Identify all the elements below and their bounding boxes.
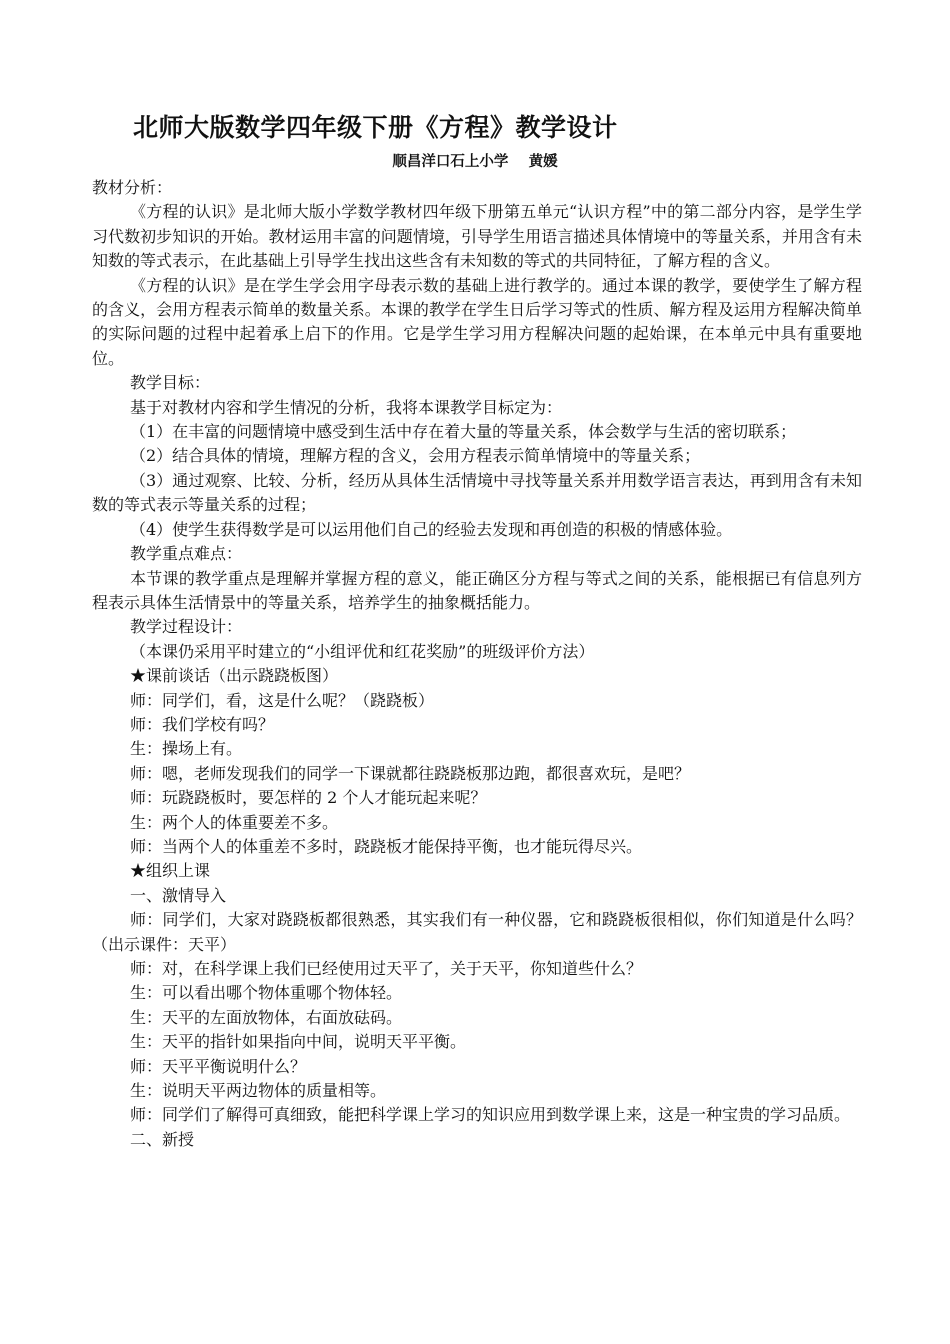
paragraph: 生：天平的指针如果指向中间，说明天平平衡。 — [130, 1032, 467, 1052]
document-title: 北师大版数学四年级下册《方程》教学设计 — [133, 113, 618, 142]
paragraph: （1）在丰富的问题情境中感受到生活中存在着大量的等量关系，体会数学与生活的密切联系； — [130, 422, 797, 442]
author-line: 顺昌洋口石上小学 黄媛 — [392, 154, 558, 170]
paragraph: 教学过程设计： — [130, 617, 243, 637]
paragraph: 《方程的认识》是在学生学会用字母表示数的基础上进行教学的。通过本课的教学，要使学生了解方程的含义，会用方程表示简单的数量关系。本课的教学在学生日后学习等式的性质、解方程及运用方程解决简单的实际问题的过程中起着承上启下的作用。它是学生学习用方程解决问题的起始课，在本单元中具有重要地位。 — [92, 275, 862, 368]
paragraph: 师：当两个人的体重差不多时，跷跷板才能保持平衡，也才能玩得尽兴。 — [130, 836, 643, 856]
paragraph: 一、激情导入 — [130, 885, 227, 905]
paragraph: 教学目标： — [130, 373, 211, 393]
paragraph: 师：我们学校有吗？ — [130, 714, 275, 734]
paragraph: 基于对教材内容和学生情况的分析，我将本课教学目标定为： — [130, 397, 563, 417]
paragraph: 师：玩跷跷板时，要怎样的 2 个人才能玩起来呢？ — [130, 788, 487, 808]
paragraph: 师：嗯，老师发现我们的同学一下课就都往跷跷板那边跑，都很喜欢玩，是吧？ — [130, 763, 691, 783]
paragraph: 二、新授 — [130, 1129, 195, 1149]
paragraph: 师：对，在科学课上我们已经使用过天平了，关于天平，你知道些什么？ — [130, 959, 643, 978]
document-body — [92, 176, 862, 1152]
paragraph: 本节课的教学重点是理解并掌握方程的意义，能正确区分方程与等式之间的关系，能根据已有信息列方程表示具体生活情景中的等量关系，培养学生的抽象概括能力。 — [92, 568, 862, 612]
paragraph: 生：操场上有。 — [130, 739, 243, 759]
paragraph: 生：天平的左面放物体，右面放砝码。 — [130, 1007, 403, 1027]
paragraph: 师：同学们，看，这是什么呢？（跷跷板） — [130, 690, 435, 710]
paragraph: （4）使学生获得数学是可以运用他们自己的经验去发现和再创造的积极的情感体验。 — [130, 519, 733, 539]
paragraph: 生：说明天平两边物体的质量相等。 — [130, 1081, 387, 1101]
paragraph: 师：天平平衡说明什么？ — [130, 1056, 307, 1076]
paragraph: 师：同学们，大家对跷跷板都很熟悉，其实我们有一种仪器，它和跷跷板很相似，你们知道是什么吗？（出示课件：天平） — [92, 910, 862, 954]
paragraph: 生：可以看出哪个物体重哪个物体轻。 — [130, 983, 403, 1003]
paragraph: 《方程的认识》是北师大版小学数学教材四年级下册第五单元“认识方程”中的第二部分内容，是学生学习代数初步知识的开始。教材运用丰富的问题情境，引导学生用语言描述具体情境中的等量关系，并用含有未知数的等式表示，在此基础上引导学生找出这些含有未知数的等式的共同特征，了解方程的含义。 — [92, 202, 862, 271]
paragraph: （2）结合具体的情境，理解方程的含义，会用方程表示简单情境中的等量关系； — [130, 446, 701, 466]
paragraph: 教材分析： — [92, 178, 173, 197]
paragraph: ★组织上课 — [130, 861, 211, 881]
paragraph: 生：两个人的体重要差不多。 — [130, 812, 339, 832]
paragraph: （3）通过观察、比较、分析，经历从具体生活情境中寻找等量关系并用数学语言表达，再到用含有未知数的等式表示等量关系的过程； — [92, 470, 862, 515]
paragraph: 教学重点难点： — [130, 544, 243, 564]
paragraph: （本课仍采用平时建立的“小组评优和红花奖励”的班级评价方法） — [130, 641, 595, 661]
paragraph: ★课前谈话（出示跷跷板图） — [130, 666, 339, 686]
paragraph: 师：同学们了解得可真细致，能把科学课上学习的知识应用到数学课上来，这是一种宝贵的学习品质。 — [130, 1105, 851, 1125]
